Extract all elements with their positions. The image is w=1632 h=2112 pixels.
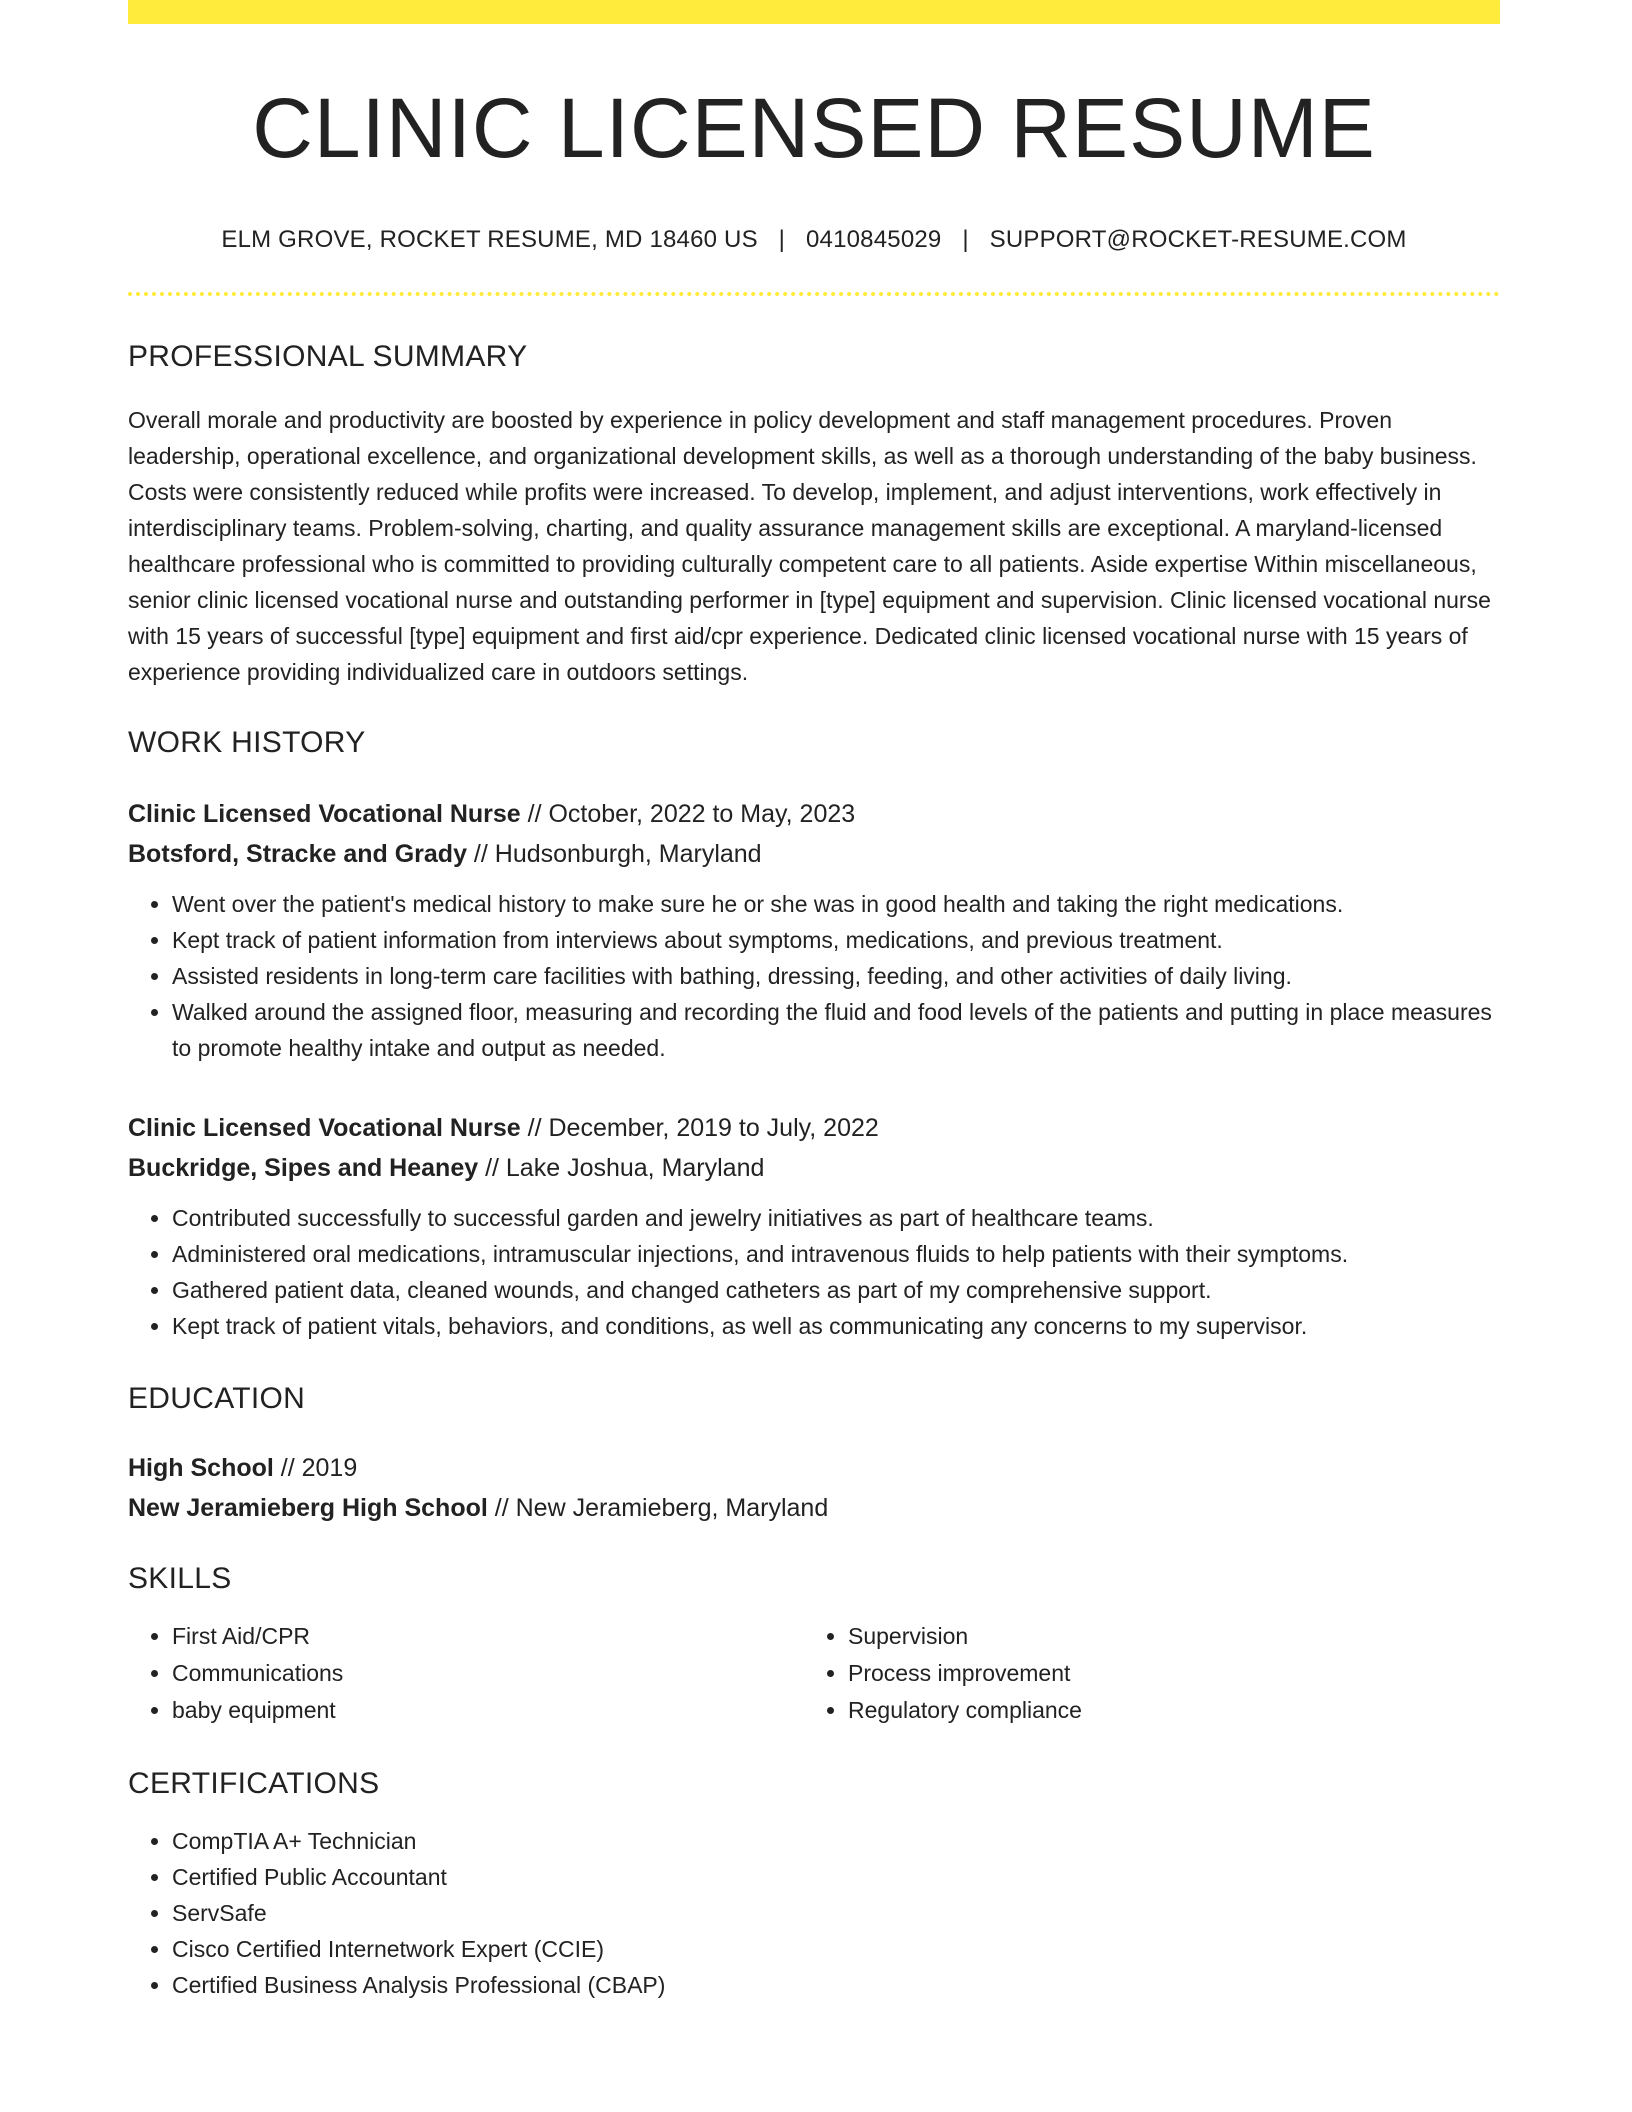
job-duties-list bbox=[128, 1200, 1500, 1344]
job-duty: • Kept track of patient vitals, behaviors, and conditions, as well as communicating any concerns to my supervisor. bbox=[172, 1308, 1500, 1344]
job-company: Buckridge, Sipes and Heaney bbox=[128, 1154, 479, 1183]
job-company-line bbox=[128, 1148, 1500, 1188]
job-company-line bbox=[128, 834, 1500, 874]
skill-item: • Regulatory compliance bbox=[848, 1692, 1480, 1729]
summary-heading: PROFESSIONAL SUMMARY bbox=[128, 340, 528, 374]
education-entry bbox=[128, 1448, 1500, 1528]
school-line bbox=[128, 1488, 1500, 1528]
job-dates: // December, 2019 to July, 2022 bbox=[520, 1114, 879, 1143]
certification-item: • Cisco Certified Internetwork Expert (CCIE) bbox=[172, 1931, 1500, 1967]
summary-text: Overall morale and productivity are boosted by experience in policy development and staff management procedures. Proven leadership, operational excellence, and organizational development skills, as well as a thorough understanding of the baby business. Costs were consistently reduced while profits were increased. To develop, implement, and adjust interventions, work effectively in interdisciplinary teams. Problem-solving, charting, and quality assurance management skills are exceptional. A maryland-licensed healthcare professional who is committed to providing culturally competent care to all patients. Aside expertise Within miscellaneous, senior clinic licensed vocational nurse and outstanding performer in [type] equipment and supervision. Clinic licensed vocational nurse with 15 years of successful [type] equipment and first aid/cpr experience. Dedicated clinic licensed vocational nurse with 15 years of experience providing individualized care in outdoors settings. bbox=[128, 407, 1491, 686]
job-entry bbox=[128, 1108, 1500, 1344]
job-duty: • Went over the patient's medical history to make sure he or she was in good health and taking the right medications. bbox=[172, 886, 1500, 922]
job-title-line bbox=[128, 794, 1500, 834]
job-duty: • Gathered patient data, cleaned wounds, and changed catheters as part of my comprehensive support. bbox=[172, 1272, 1500, 1308]
school-location: // New Jeramieberg, Maryland bbox=[487, 1494, 829, 1523]
skill-item: • Communications bbox=[172, 1655, 804, 1692]
job-title: Clinic Licensed Vocational Nurse bbox=[128, 800, 521, 829]
degree-line bbox=[128, 1448, 1500, 1488]
skills-heading: SKILLS bbox=[128, 1562, 232, 1596]
contact-line bbox=[128, 226, 1500, 254]
accent-top-bar bbox=[128, 0, 1500, 24]
certifications-list bbox=[128, 1823, 1500, 2003]
job-location: // Lake Joshua, Maryland bbox=[478, 1154, 765, 1183]
job-title: Clinic Licensed Vocational Nurse bbox=[128, 1114, 521, 1143]
header-divider bbox=[128, 292, 1500, 296]
skills-grid bbox=[128, 1618, 1500, 1729]
job-duty: • Walked around the assigned floor, measuring and recording the fluid and food levels of the patients and putting in place measures to promote healthy intake and output as needed. bbox=[172, 994, 1500, 1066]
job-dates: // October, 2022 to May, 2023 bbox=[520, 800, 856, 829]
skill-item: • First Aid/CPR bbox=[172, 1618, 804, 1655]
skills-list-left bbox=[128, 1618, 804, 1729]
certification-item: • Certified Public Accountant bbox=[172, 1859, 1500, 1895]
certification-item: • CompTIA A+ Technician bbox=[172, 1823, 1500, 1859]
job-duty: • Contributed successfully to successful garden and jewelry initiatives as part of healthcare teams. bbox=[172, 1200, 1500, 1236]
job-duty: • Assisted residents in long-term care facilities with bathing, dressing, feeding, and other activities of daily living. bbox=[172, 958, 1500, 994]
degree: High School bbox=[128, 1454, 274, 1483]
skill-item: • Supervision bbox=[848, 1618, 1480, 1655]
contact-phone: 0410845029 bbox=[805, 226, 942, 254]
job-duties-list bbox=[128, 886, 1500, 1066]
job-title-line bbox=[128, 1108, 1500, 1148]
certifications-heading: CERTIFICATIONS bbox=[128, 1767, 380, 1801]
skills-list-right bbox=[804, 1618, 1480, 1729]
resume-title: CLINIC LICENSED RESUME bbox=[252, 81, 1376, 175]
certification-item: • ServSafe bbox=[172, 1895, 1500, 1931]
school-name: New Jeramieberg High School bbox=[128, 1494, 488, 1523]
contact-email: SUPPORT@ROCKET-RESUME.COM bbox=[989, 226, 1407, 254]
job-company: Botsford, Stracke and Grady bbox=[128, 840, 467, 869]
resume-page bbox=[128, 0, 1500, 2003]
contact-separator: | bbox=[962, 226, 969, 254]
job-duty: • Kept track of patient information from interviews about symptoms, medications, and previous treatment. bbox=[172, 922, 1500, 958]
job-duty: • Administered oral medications, intramuscular injections, and intravenous fluids to help patients with their symptoms. bbox=[172, 1236, 1500, 1272]
education-heading: EDUCATION bbox=[128, 1382, 306, 1416]
job-location: // Hudsonburgh, Maryland bbox=[466, 840, 762, 869]
work-history-heading: WORK HISTORY bbox=[128, 726, 366, 760]
certification-item: • Certified Business Analysis Professional (CBAP) bbox=[172, 1967, 1500, 2003]
contact-separator: | bbox=[778, 226, 786, 254]
job-entry bbox=[128, 794, 1500, 1066]
skill-item: • Process improvement bbox=[848, 1655, 1480, 1692]
graduation-year: // 2019 bbox=[273, 1454, 358, 1483]
contact-address: ELM GROVE, ROCKET RESUME, MD 18460 US bbox=[221, 226, 758, 254]
skill-item: • baby equipment bbox=[172, 1692, 804, 1729]
